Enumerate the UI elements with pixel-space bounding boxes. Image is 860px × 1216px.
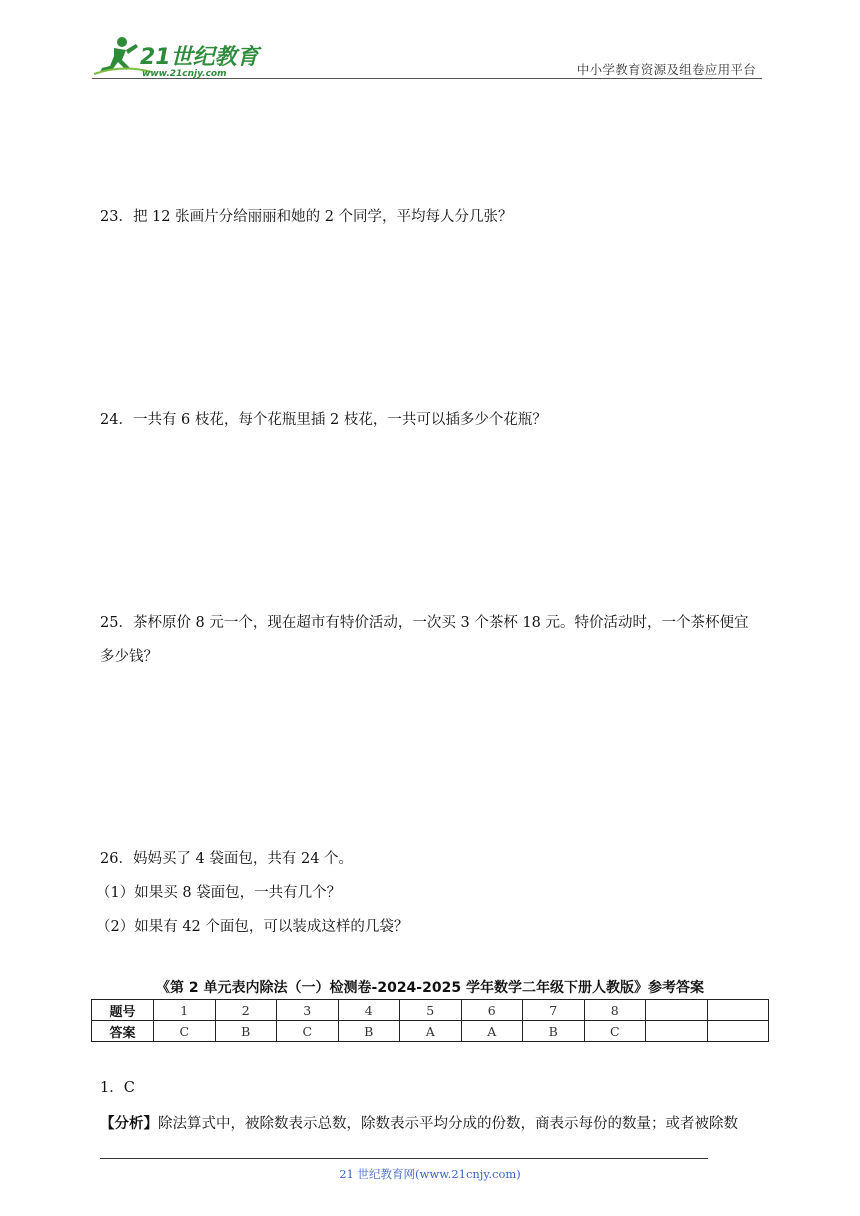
table-cell: 6 [461,1000,523,1021]
question-26-part-1: （1）如果买 8 袋面包，一共有几个？ [96,885,342,901]
table-cell: 7 [523,1000,585,1021]
table-row-answers [92,1021,769,1042]
question-25-line-2: 多少钱？ [100,649,158,665]
question-25-line-1: 25．茶杯原价 8 元一个，现在超市有特价活动，一次买 3 个茶杯 18 元。特价活动时，一个茶杯便宜 [100,615,749,631]
answer-key-title: 《第 2 单元表内除法（一）检测卷-2024-2025 学年数学二年级下册人教版》参考答案 [156,980,704,996]
table-cell [646,1000,708,1021]
analysis-tag: 【分析】 [100,1116,158,1132]
footer-divider [100,1158,708,1159]
table-cell: A [461,1021,523,1042]
table-cell: C [277,1021,339,1042]
table-cell [707,1021,769,1042]
table-cell: A [400,1021,462,1042]
table-cell: B [338,1021,400,1042]
solution-item-1: 1．C [100,1080,135,1096]
table-row-numbers [92,1000,769,1021]
site-logo [92,34,262,80]
question-23: 23．把 12 张画片分给丽丽和她的 2 个同学，平均每人分几张？ [100,209,513,225]
question-24: 24．一共有 6 枝花，每个花瓶里插 2 枝花，一共可以插多少个花瓶？ [100,412,547,428]
table-cell: 8 [584,1000,646,1021]
row-label-number: 题号 [92,1000,154,1021]
table-cell: C [584,1021,646,1042]
table-cell: 5 [400,1000,462,1021]
table-cell: 1 [154,1000,216,1021]
logo-url: www.21cnjy.com [142,69,227,79]
table-cell [707,1000,769,1021]
footer-link[interactable]: 21 世纪教育网(www.21cnjy.com) [339,1167,521,1181]
table-cell: 4 [338,1000,400,1021]
platform-title: 中小学教育资源及组卷应用平台 [576,62,756,77]
analysis-text: 除法算式中，被除数表示总数，除数表示平均分成的份数，商表示每份的数量；或者被除数 [158,1116,738,1132]
row-label-answer: 答案 [92,1021,154,1042]
table-cell: 3 [277,1000,339,1021]
table-cell: B [215,1021,277,1042]
question-26-part-2: （2）如果有 42 个面包，可以装成这样的几袋？ [96,919,409,935]
question-26-line-1: 26．妈妈买了 4 袋面包，共有 24 个。 [100,851,354,867]
logo-graphic [92,34,262,80]
table-cell [646,1021,708,1042]
header-divider [92,78,762,79]
answer-table [91,999,769,1042]
table-cell: B [523,1021,585,1042]
logo-text: 21世纪教育 [140,45,259,70]
table-cell: C [154,1021,216,1042]
table-cell: 2 [215,1000,277,1021]
solution-analysis [100,1112,738,1133]
